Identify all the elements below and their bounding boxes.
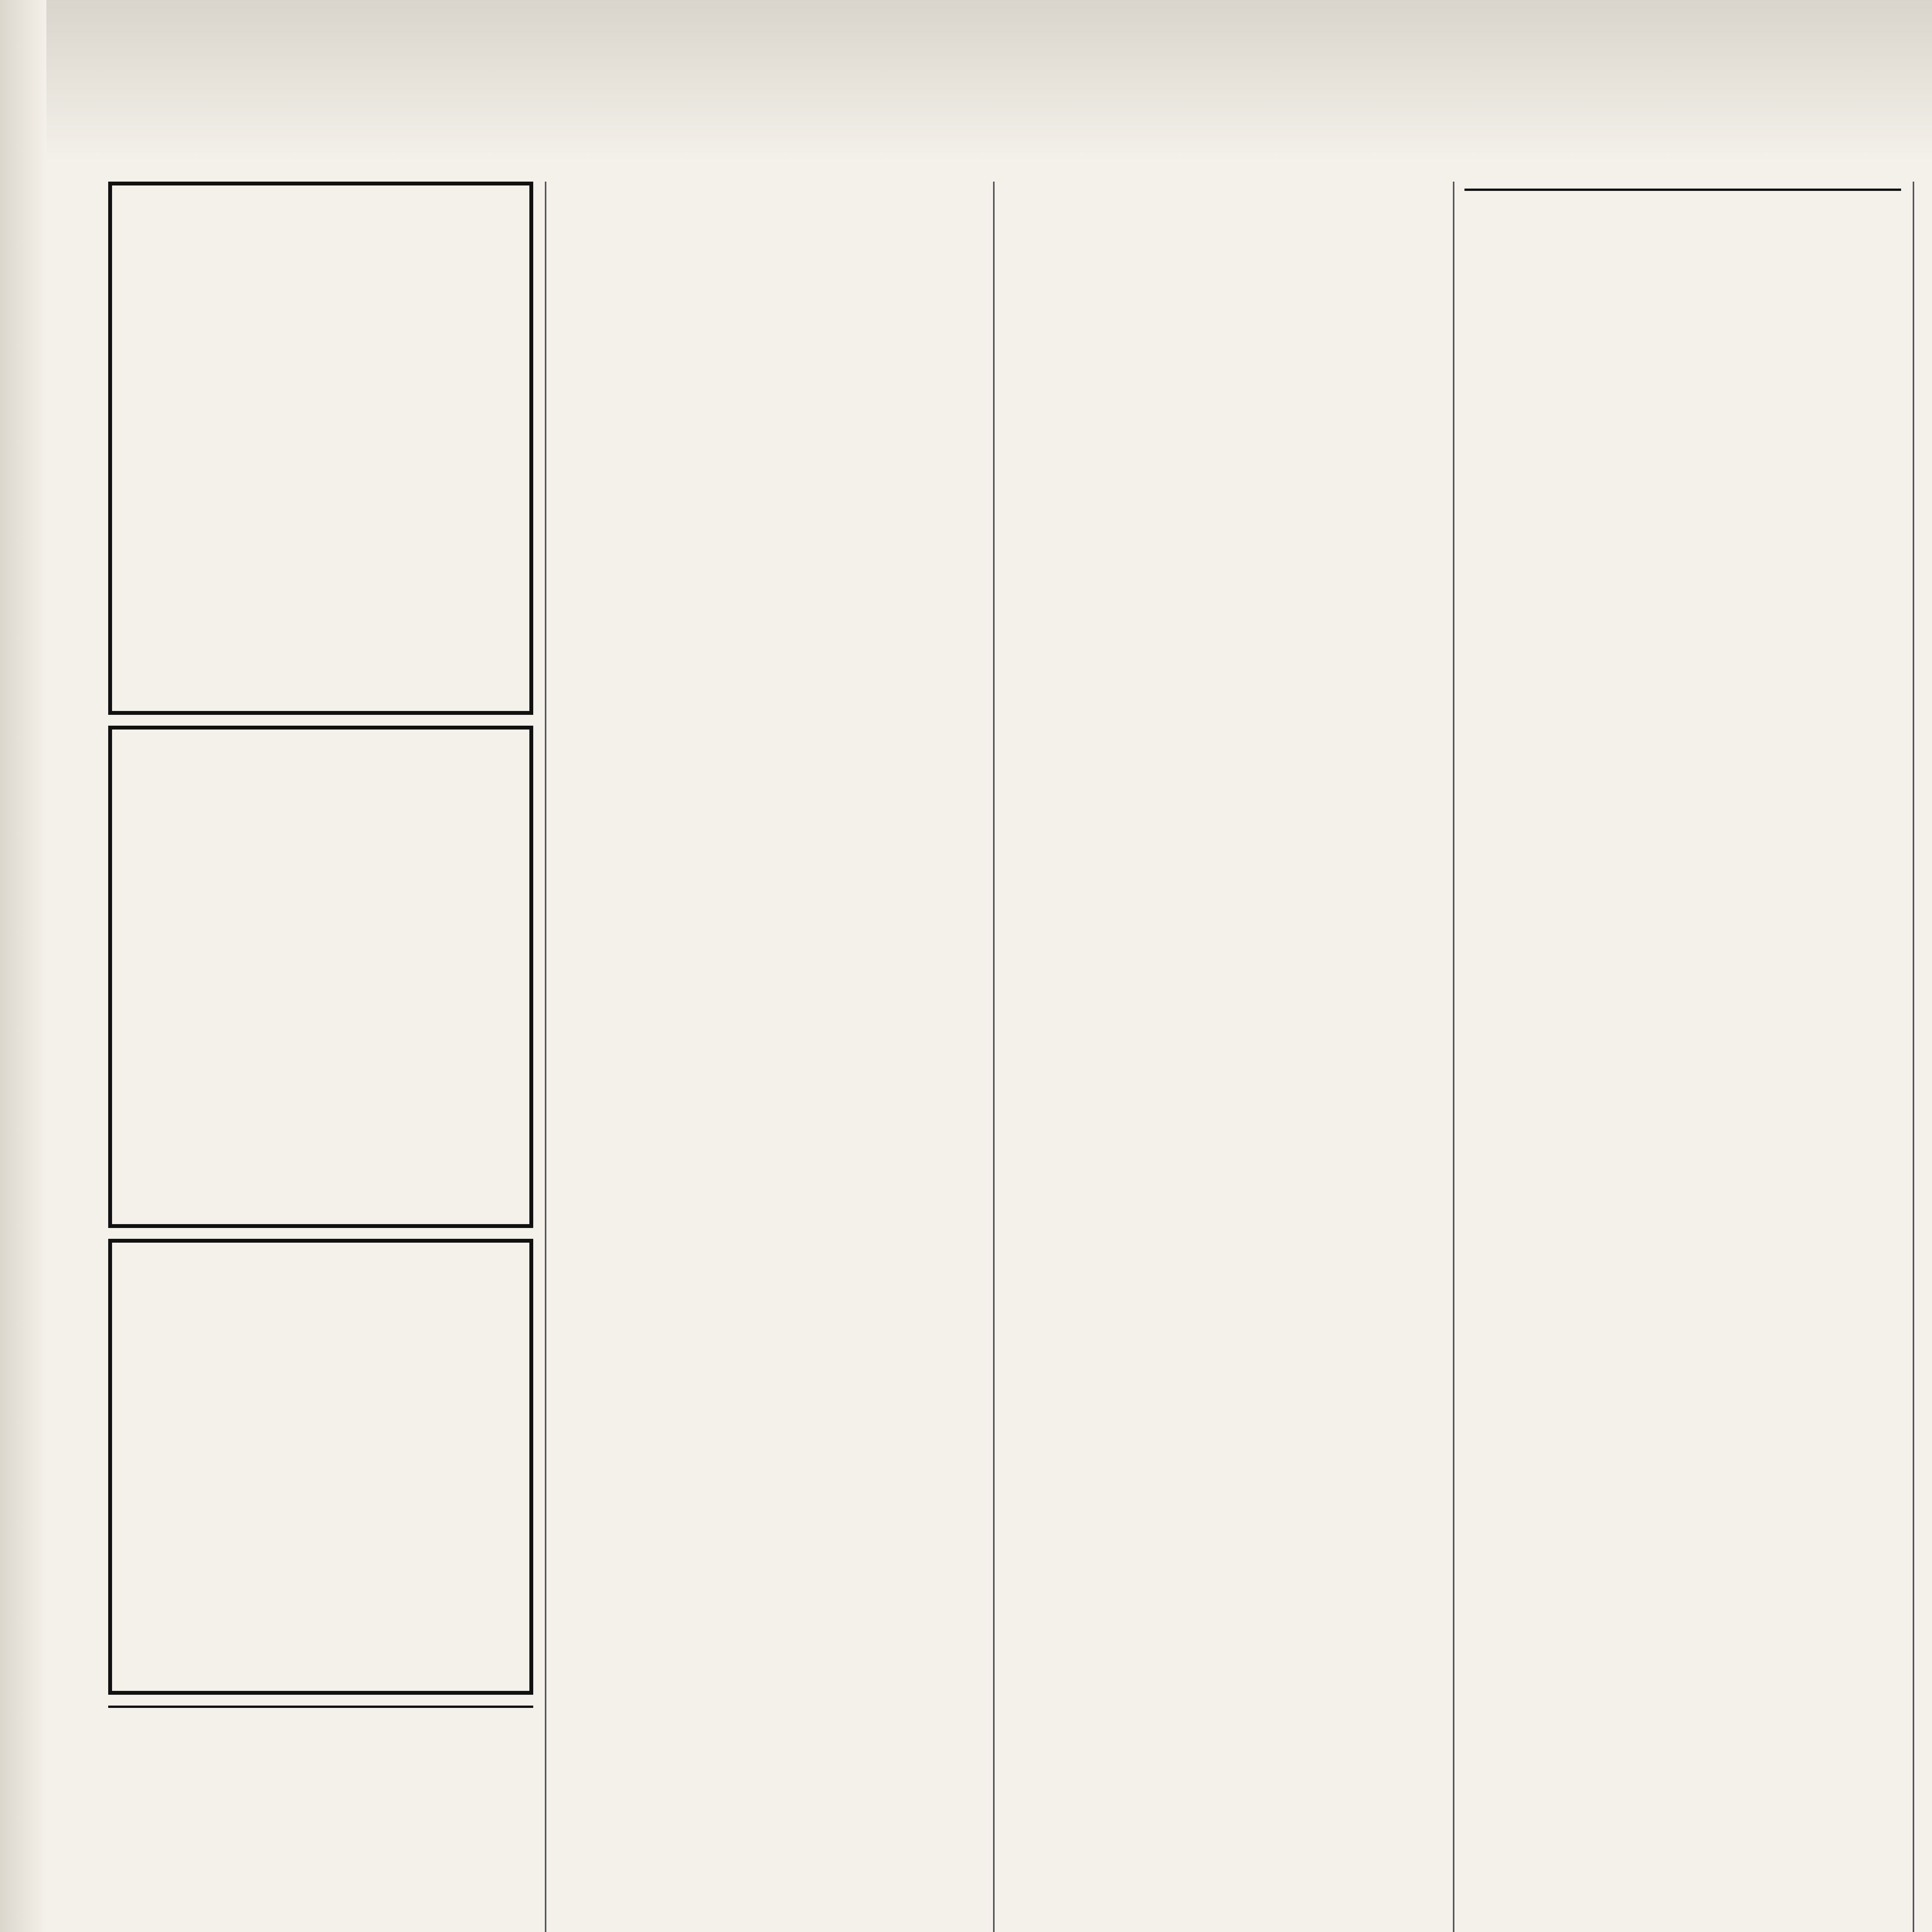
advertisement [108, 1239, 533, 1695]
column-rule [1913, 182, 1914, 1932]
section-heading [108, 1706, 533, 1712]
newspaper-column [1464, 182, 1901, 1932]
newspaper-column [1005, 182, 1441, 1932]
scan-border-left [0, 0, 46, 1932]
column-rule [545, 182, 546, 1932]
advertisement [108, 726, 533, 1228]
column-rule [1453, 182, 1454, 1932]
advertisement [108, 182, 533, 715]
scan-border-top [0, 0, 1932, 162]
section-heading [1464, 189, 1901, 195]
column-rule [993, 182, 995, 1932]
newspaper-column [556, 182, 981, 1932]
advertisement-column [108, 182, 533, 1932]
